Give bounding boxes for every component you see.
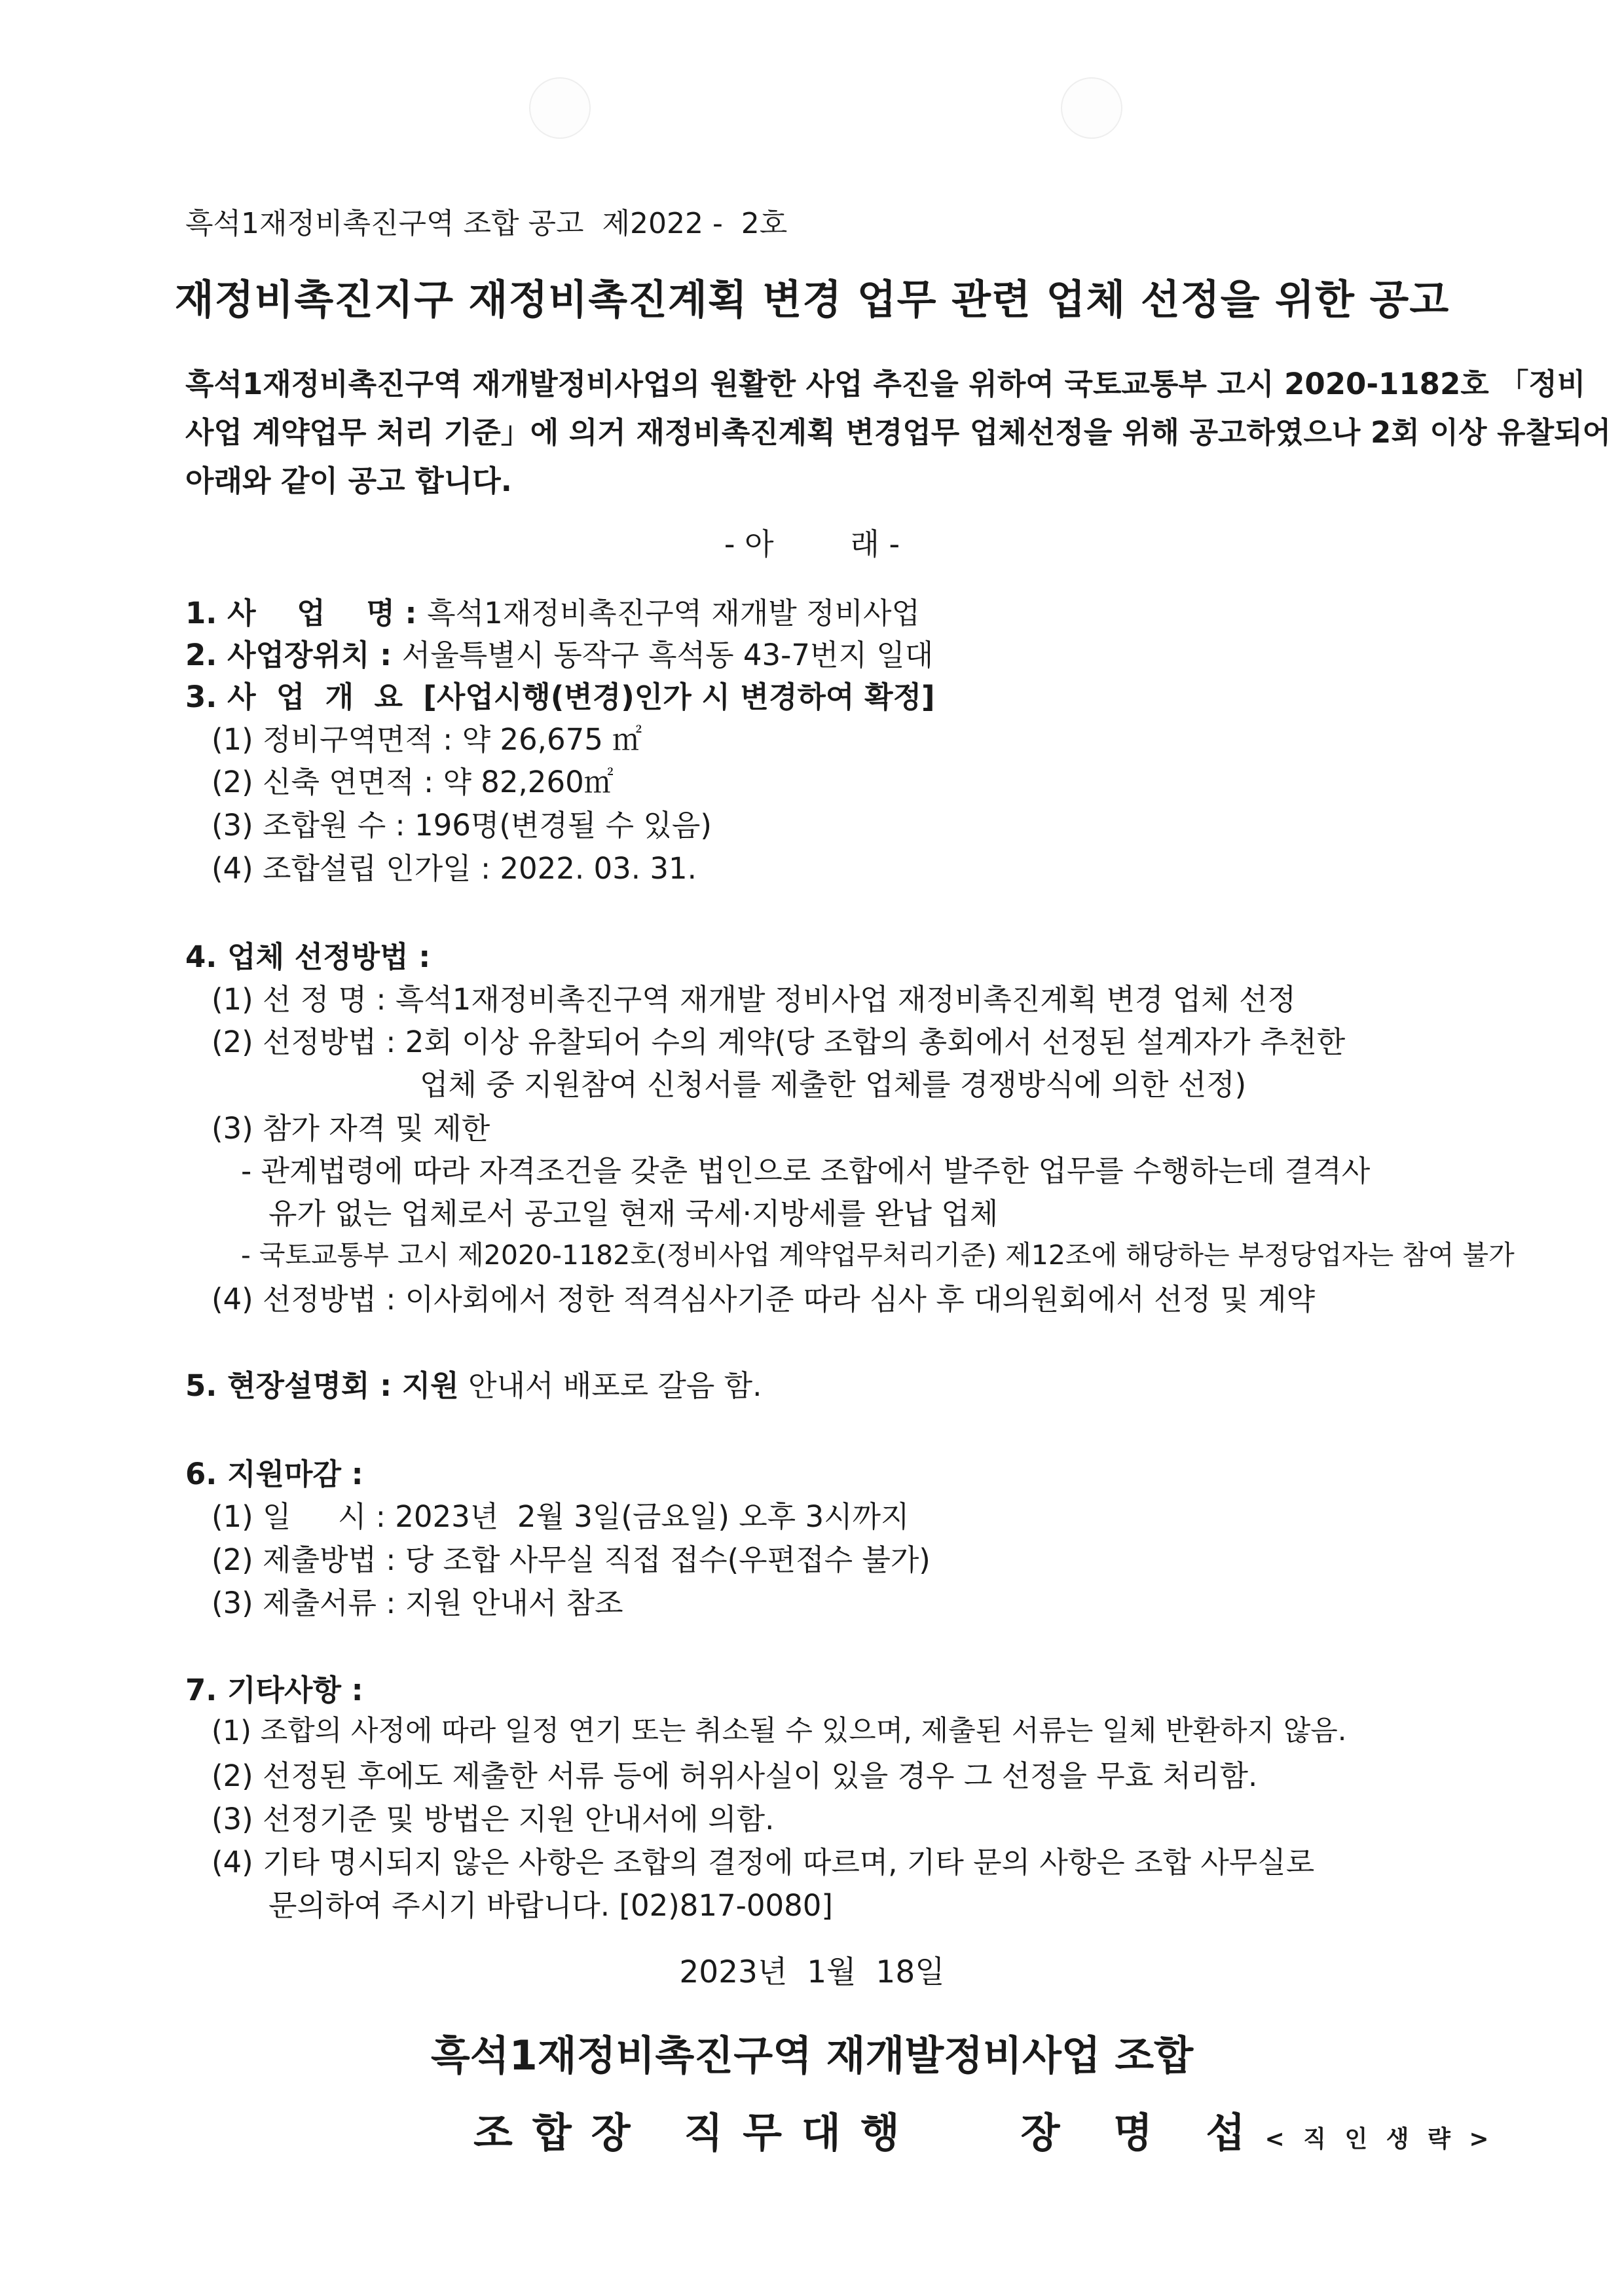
section-7-item-1: (1) 조합의 사정에 따라 일정 연기 또는 취소될 수 있으며, 제출된 서류는 일체 반환하지 않음. bbox=[212, 1715, 1347, 1747]
section-2 bbox=[185, 631, 933, 674]
section-3-item-2: (2) 신축 연면적 : 약 82,260㎡ bbox=[212, 765, 614, 799]
punch-hole-left bbox=[529, 77, 591, 139]
section-6-item-1: (1) 일 시 : 2023년 2월 3일(금요일) 오후 3시까지 bbox=[212, 1499, 910, 1534]
intro-paragraph bbox=[185, 360, 1611, 505]
section-4-item-2-cont: 업체 중 지원참여 신청서를 제출한 업체를 경쟁방식에 의한 선정) bbox=[420, 1067, 1247, 1102]
section-5-label: 5. 현장설명회 : 지원 bbox=[185, 1368, 459, 1403]
section-6-label: 6. 지원마감 : bbox=[185, 1457, 363, 1491]
section-4-item-2: (2) 선정방법 : 2회 이상 유찰되어 수의 계약(당 조합의 총회에서 선정된 설계자가 추천한 bbox=[212, 1025, 1346, 1059]
section-2-label: 2. 사업장위치 : bbox=[185, 638, 402, 672]
issue-date: 2023년 1월 18일 bbox=[679, 1954, 945, 1990]
signature-organization: 흑석1재정비촉진구역 재개발정비사업 조합 bbox=[430, 2032, 1194, 2079]
section-7-item-2: (2) 선정된 후에도 제출한 서류 등에 허위사실이 있을 경우 그 선정을 무효 처리함. bbox=[212, 1758, 1258, 1793]
section-5 bbox=[185, 1362, 762, 1404]
section-3-item-4: (4) 조합설립 인가일 : 2022. 03. 31. bbox=[212, 851, 697, 886]
intro-line-3: 아래와 같이 공고 합니다. bbox=[185, 464, 512, 498]
section-3-item-3: (3) 조합원 수 : 196명(변경될 수 있음) bbox=[212, 808, 712, 843]
section-4-item-4: (4) 선정방법 : 이사회에서 정한 적격심사기준 따라 심사 후 대의원회에서 선정 및 계약 bbox=[212, 1282, 1316, 1317]
section-6-item-2: (2) 제출방법 : 당 조합 사무실 직접 접수(우편접수 불가) bbox=[212, 1542, 931, 1577]
section-1-value: 흑석1재정비촉진구역 재개발 정비사업 bbox=[427, 596, 920, 630]
intro-line-2: 사업 계약업무 처리 기준」에 의거 재정비촉진계획 변경업무 업체선정을 위해 공고하였으나 2회 이상 유찰되어 bbox=[185, 415, 1611, 450]
document-title: 재정비촉진지구 재정비촉진계획 변경 업무 관련 업체 선정을 위한 공고 bbox=[174, 276, 1450, 323]
notice-number: 흑석1재정비촉진구역 조합 공고 제2022 - 2호 bbox=[185, 207, 788, 240]
section-4-dash-1: - 관계법령에 따라 자격조건을 갖춘 법인으로 조합에서 발주한 업무를 수행하는데 결격사 bbox=[241, 1154, 1371, 1188]
section-7-item-3: (3) 선정기준 및 방법은 지원 안내서에 의함. bbox=[212, 1802, 775, 1836]
section-5-value: 안내서 배포로 갈음 함. bbox=[458, 1368, 762, 1403]
signature-name: 장 명 섭 bbox=[1020, 2109, 1265, 2157]
section-1-label: 1. 사 업 명 : bbox=[185, 596, 428, 630]
section-4-item-3: (3) 참가 자격 및 제한 bbox=[212, 1111, 490, 1146]
signature-line bbox=[473, 2100, 1494, 2159]
intro-line-1: 흑석1재정비촉진구역 재개발정비사업의 원활한 사업 추진을 위하여 국토교통부 고시 2020-1182호 「정비 bbox=[185, 367, 1586, 401]
section-2-value: 서울특별시 동작구 흑석동 43-7번지 일대 bbox=[401, 638, 934, 672]
section-6-item-3: (3) 제출서류 : 지원 안내서 참조 bbox=[212, 1586, 623, 1620]
below-heading: - 아 래 - bbox=[724, 526, 900, 562]
section-4-dash-2: - 국토교통부 고시 제2020-1182호(정비사업 계약업무처리기준) 제12조에 해당하는 부정당업자는 참여 불가 bbox=[241, 1239, 1515, 1271]
section-4-item-1: (1) 선 정 명 : 흑석1재정비촉진구역 재개발 정비사업 재정비촉진계획 변경 업체 선정 bbox=[212, 982, 1296, 1017]
section-7-item-4: (4) 기타 명시되지 않은 사항은 조합의 결정에 따르며, 기타 문의 사항은 조합 사무실로 bbox=[212, 1845, 1315, 1880]
section-3-label: 3. 사 업 개 요 [사업시행(변경)인가 시 변경하여 확정] bbox=[185, 680, 935, 714]
section-3-item-1: (1) 정비구역면적 : 약 26,675 ㎡ bbox=[212, 722, 642, 757]
section-4-label: 4. 업체 선정방법 : bbox=[185, 939, 431, 974]
section-7-label: 7. 기타사항 : bbox=[185, 1673, 363, 1707]
punch-hole-right bbox=[1061, 77, 1122, 139]
section-4-dash-1-cont: 유가 없는 업체로서 공고일 현재 국세·지방세를 완납 업체 bbox=[268, 1196, 999, 1231]
section-7-item-4-cont: 문의하여 주시기 바랍니다. [02)817-0080] bbox=[268, 1888, 833, 1923]
seal-omitted-note: < 직 인 생 략 > bbox=[1264, 2126, 1494, 2153]
section-1 bbox=[185, 589, 920, 632]
signature-role: 조합장 직무대행 bbox=[473, 2109, 919, 2157]
